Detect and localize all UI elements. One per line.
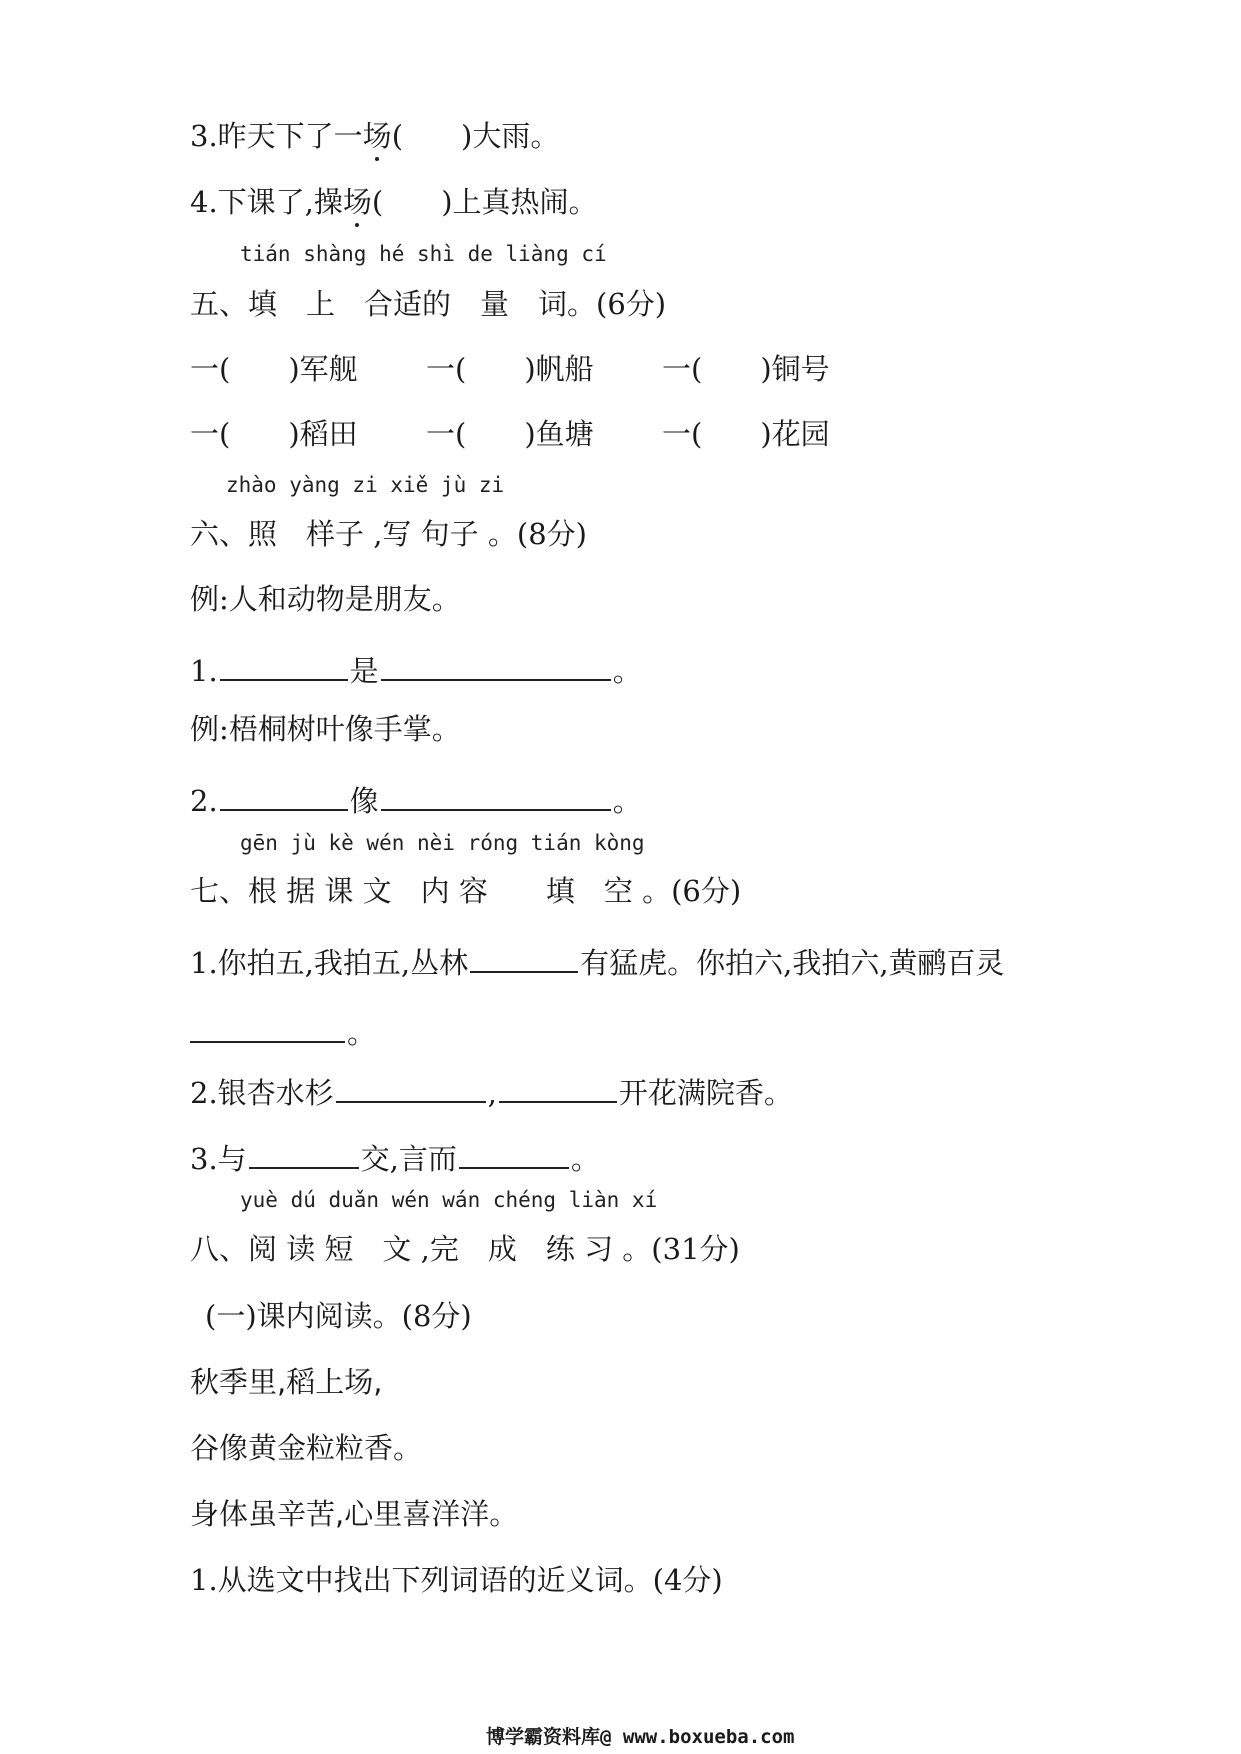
fill-1-continued: 。 [190, 1012, 376, 1048]
reading-question-1: 1.从选文中找出下列词语的近义词。(4分) [190, 1563, 723, 1597]
example-1: 例:人和动物是朋友。 [190, 582, 461, 616]
measure-word-item: 一( )鱼塘 [426, 417, 594, 451]
answer-blank[interactable] [499, 1072, 617, 1103]
dotted-char: 场 [362, 119, 392, 153]
question-4-3: 3.昨天下了一场( )大雨。 [190, 119, 560, 153]
answer-blank[interactable] [190, 1012, 345, 1043]
poem-line: 谷像黄金粒粒香。 [190, 1431, 423, 1465]
answer-blank[interactable] [381, 650, 611, 681]
section-6-heading: 六、照 样子 ,写 句子 。(8分) [190, 517, 587, 551]
section-8-pinyin: yuè dú duǎn wén wán chéng liàn xí [240, 1188, 658, 1212]
answer-blank[interactable] [459, 1138, 569, 1169]
answer-blank[interactable] [381, 780, 611, 811]
dotted-char: 场 [342, 185, 372, 219]
section-5-heading: 五、填 上 合适的 量 词。(6分) [190, 287, 667, 321]
fill-1: 1.你拍五,我拍五,丛林 有猛虎。你拍六,我拍六,黄鹂百灵 [190, 942, 1005, 978]
answer-blank[interactable] [220, 650, 348, 681]
measure-word-row-2 [190, 417, 898, 451]
fill-2: 2.银杏水杉 , 开花满院香。 [190, 1072, 793, 1108]
example-2: 例:梧桐树叶像手掌。 [190, 712, 461, 746]
sentence-2: 2. 像 。 [190, 780, 642, 816]
sentence-1: 1. 是 。 [190, 650, 642, 686]
measure-word-item: 一( )稻田 [190, 417, 358, 451]
section-7-heading: 七、根 据 课 文 内 容 填 空 。(6分) [190, 874, 742, 908]
measure-word-row-1 [190, 352, 898, 386]
measure-word-item: 一( )花园 [662, 417, 830, 451]
answer-blank[interactable] [470, 942, 578, 973]
fill-3: 3.与 交,言而 。 [190, 1138, 600, 1174]
answer-blank[interactable] [220, 780, 348, 811]
poem-line: 秋季里,稻上场, [190, 1365, 383, 1399]
answer-blank[interactable] [336, 1072, 486, 1103]
section-7-pinyin: gēn jù kè wén nèi róng tián kòng [240, 831, 645, 855]
section-8-heading: 八、阅 读 短 文 ,完 成 练 习 。(31分) [190, 1232, 740, 1266]
section-5-pinyin: tián shàng hé shì de liàng cí [240, 242, 607, 266]
measure-word-item: 一( )铜号 [662, 352, 830, 386]
section-6-pinyin: zhào yàng zi xiě jù zi [226, 473, 505, 497]
question-4-4: 4.下课了,操场( )上真热闹。 [190, 185, 598, 219]
measure-word-item: 一( )军舰 [190, 352, 358, 386]
poem-line: 身体虽辛苦,心里喜洋洋。 [190, 1497, 519, 1531]
answer-blank[interactable] [249, 1138, 359, 1169]
measure-word-item: 一( )帆船 [426, 352, 594, 386]
reading-subheading: (一)课内阅读。(8分) [205, 1299, 472, 1333]
footer-watermark: 博学霸资料库@ www.boxueba.com [486, 1726, 795, 1748]
